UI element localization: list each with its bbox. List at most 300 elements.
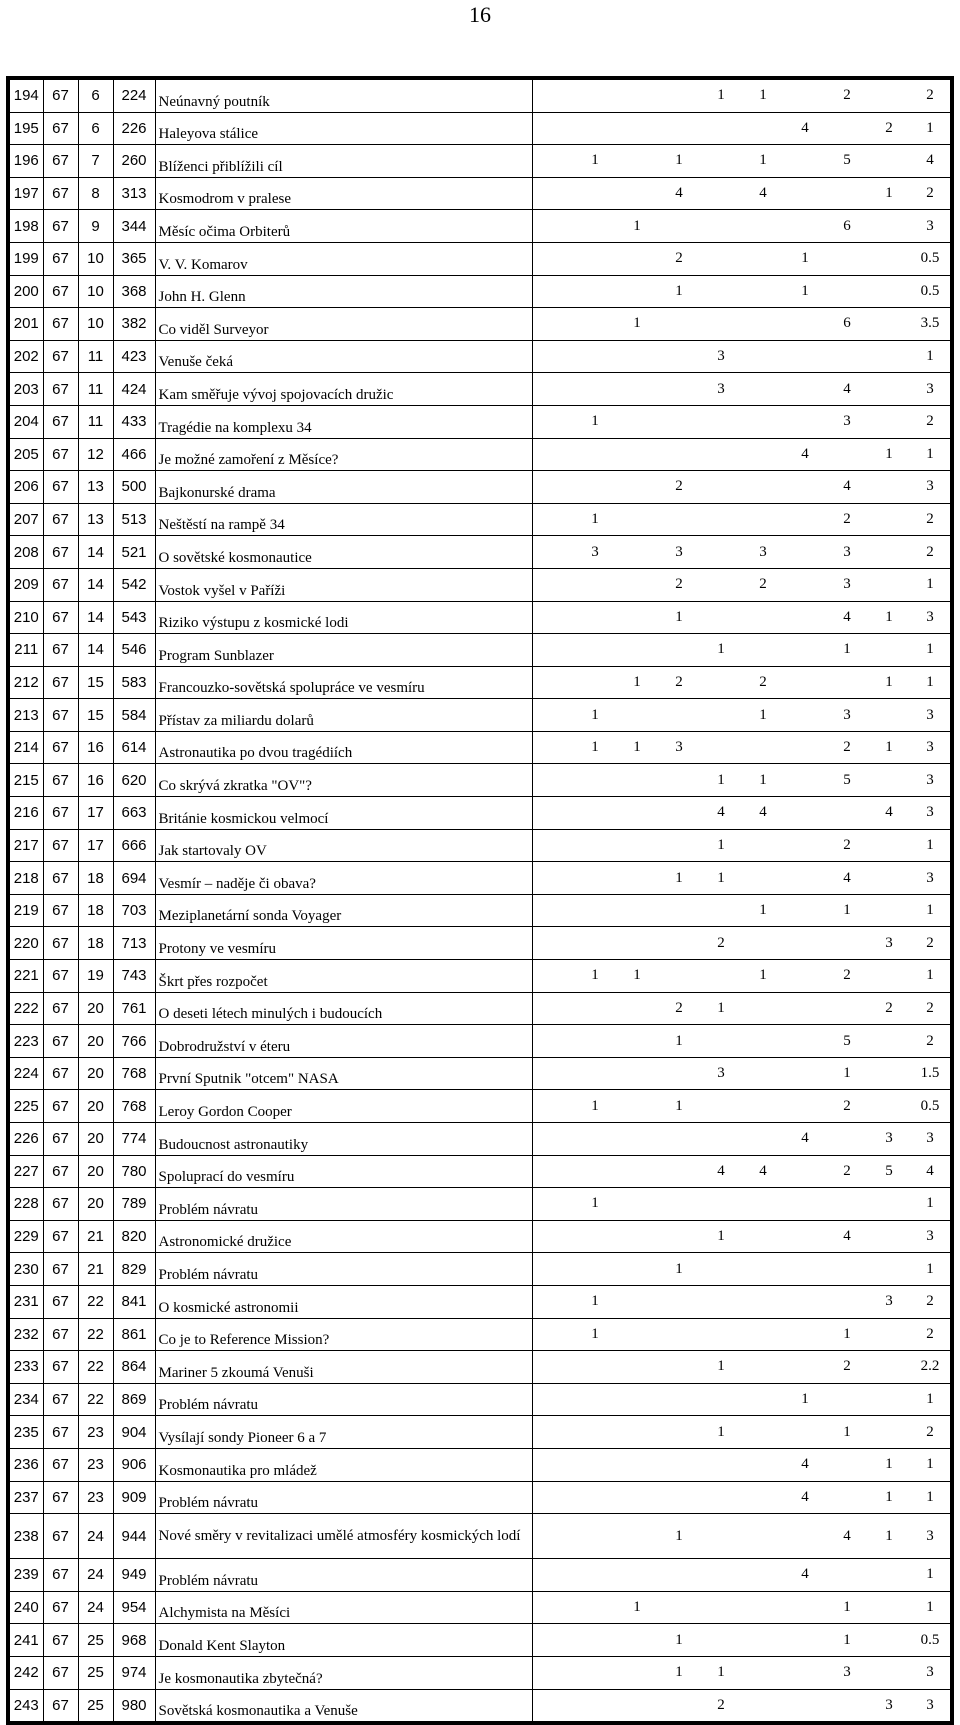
year-cell: 67: [43, 177, 78, 210]
year-cell: 67: [43, 894, 78, 927]
article-title-cell: Venuše čeká: [155, 340, 532, 373]
score-cell: 1: [826, 1591, 868, 1624]
table-row: [8, 405, 952, 438]
score-cell: [532, 1481, 574, 1514]
score-cell: [826, 275, 868, 308]
article-title-cell: Tragédie na komplexu 34: [155, 405, 532, 438]
article-title-cell: Vostok vyšel v Paříži: [155, 568, 532, 601]
score-cell: 4: [742, 177, 784, 210]
score-cell: 4: [700, 1155, 742, 1188]
page-cell: 768: [113, 1057, 155, 1090]
issue-cell: 21: [78, 1253, 113, 1286]
score-cell: [868, 536, 910, 569]
score-cell: [700, 1624, 742, 1657]
score-cell: [532, 1123, 574, 1156]
score-cell: [742, 112, 784, 145]
row-number-cell: 214: [8, 731, 43, 764]
table-row: [8, 1591, 952, 1624]
table-row: [8, 992, 952, 1025]
score-cell: [616, 1481, 658, 1514]
score-cell: [784, 373, 826, 406]
score-cell: [574, 373, 616, 406]
score-cell: [532, 1624, 574, 1657]
score-cell: [574, 340, 616, 373]
score-cell: 4: [742, 797, 784, 830]
issue-cell: 24: [78, 1559, 113, 1592]
score-cell: [868, 634, 910, 667]
table-row: [8, 242, 952, 275]
score-cell: [616, 340, 658, 373]
score-cell: 1: [700, 992, 742, 1025]
score-cell: 1: [742, 764, 784, 797]
score-cell: 1: [910, 1591, 952, 1624]
table-row: [8, 862, 952, 895]
year-cell: 67: [43, 1416, 78, 1449]
issue-cell: 14: [78, 536, 113, 569]
score-cell: [826, 438, 868, 471]
year-cell: 67: [43, 438, 78, 471]
score-cell: 1: [700, 78, 742, 112]
score-cell: 1: [784, 242, 826, 275]
score-cell: [658, 1383, 700, 1416]
score-cell: 3: [910, 601, 952, 634]
score-cell: [742, 1689, 784, 1723]
score-cell: [574, 1689, 616, 1723]
score-cell: 2: [910, 1318, 952, 1351]
score-cell: [658, 927, 700, 960]
article-title-cell: Donald Kent Slayton: [155, 1624, 532, 1657]
score-cell: [616, 373, 658, 406]
row-number-cell: 220: [8, 927, 43, 960]
score-cell: 0.5: [910, 1624, 952, 1657]
score-cell: [742, 340, 784, 373]
score-cell: [616, 927, 658, 960]
page-cell: 423: [113, 340, 155, 373]
score-cell: 2: [910, 78, 952, 112]
issue-cell: 15: [78, 666, 113, 699]
row-number-cell: 229: [8, 1220, 43, 1253]
row-number-cell: 235: [8, 1416, 43, 1449]
score-cell: [826, 177, 868, 210]
table-row: [8, 797, 952, 830]
article-title-cell: Meziplanetární sonda Voyager: [155, 894, 532, 927]
year-cell: 67: [43, 634, 78, 667]
row-number-cell: 227: [8, 1155, 43, 1188]
issue-cell: 22: [78, 1351, 113, 1384]
score-cell: [700, 112, 742, 145]
score-cell: [616, 405, 658, 438]
score-cell: [532, 1025, 574, 1058]
score-cell: [532, 992, 574, 1025]
row-number-cell: 234: [8, 1383, 43, 1416]
score-cell: [784, 1025, 826, 1058]
table-row: [8, 1090, 952, 1123]
score-cell: [532, 1220, 574, 1253]
row-number-cell: 216: [8, 797, 43, 830]
score-cell: [784, 78, 826, 112]
issue-cell: 24: [78, 1591, 113, 1624]
issue-cell: 10: [78, 275, 113, 308]
score-cell: 1: [574, 1188, 616, 1221]
table-row: [8, 1448, 952, 1481]
table-row: [8, 1481, 952, 1514]
score-cell: 3: [910, 1689, 952, 1723]
score-cell: [658, 1689, 700, 1723]
article-title-cell: Problém návratu: [155, 1188, 532, 1221]
score-cell: 1: [616, 731, 658, 764]
score-cell: [784, 1351, 826, 1384]
year-cell: 67: [43, 1155, 78, 1188]
issue-cell: 20: [78, 992, 113, 1025]
table-row: [8, 764, 952, 797]
score-cell: [742, 210, 784, 243]
score-cell: 3: [910, 1220, 952, 1253]
score-cell: 1: [742, 894, 784, 927]
year-cell: 67: [43, 1514, 78, 1559]
score-cell: [532, 1514, 574, 1559]
score-cell: [532, 960, 574, 993]
score-cell: 1: [574, 503, 616, 536]
article-title-cell: Vesmír – naděje či obava?: [155, 862, 532, 895]
article-title-cell: Co je to Reference Mission?: [155, 1318, 532, 1351]
score-cell: [784, 1155, 826, 1188]
score-cell: [826, 1383, 868, 1416]
score-cell: [826, 1188, 868, 1221]
score-cell: 1: [574, 405, 616, 438]
score-cell: 3: [910, 862, 952, 895]
score-cell: [532, 1448, 574, 1481]
score-cell: 1: [826, 1057, 868, 1090]
score-cell: 1: [574, 1318, 616, 1351]
row-number-cell: 195: [8, 112, 43, 145]
row-number-cell: 202: [8, 340, 43, 373]
issue-cell: 19: [78, 960, 113, 993]
score-cell: 1: [574, 145, 616, 178]
score-cell: [826, 340, 868, 373]
year-cell: 67: [43, 1656, 78, 1689]
score-cell: [532, 1559, 574, 1592]
score-cell: [574, 1253, 616, 1286]
score-cell: [574, 1448, 616, 1481]
score-cell: 1: [868, 666, 910, 699]
score-cell: [784, 764, 826, 797]
score-cell: [616, 1057, 658, 1090]
year-cell: 67: [43, 568, 78, 601]
page-cell: 713: [113, 927, 155, 960]
score-cell: 1: [658, 275, 700, 308]
score-cell: [658, 340, 700, 373]
score-cell: 4: [910, 1155, 952, 1188]
table-row: [8, 731, 952, 764]
score-cell: [658, 308, 700, 341]
score-cell: [574, 764, 616, 797]
page-number: 16: [469, 2, 491, 27]
score-cell: [742, 1123, 784, 1156]
score-cell: [868, 862, 910, 895]
score-cell: 2: [910, 503, 952, 536]
score-cell: [784, 1253, 826, 1286]
page-cell: 829: [113, 1253, 155, 1286]
score-cell: [742, 1591, 784, 1624]
issue-cell: 20: [78, 1188, 113, 1221]
table-row: [8, 145, 952, 178]
page-cell: 766: [113, 1025, 155, 1058]
score-cell: [658, 894, 700, 927]
score-cell: [616, 1656, 658, 1689]
table-row: [8, 1220, 952, 1253]
issue-cell: 15: [78, 699, 113, 732]
score-cell: [868, 340, 910, 373]
issue-cell: 16: [78, 764, 113, 797]
score-cell: [868, 1318, 910, 1351]
page-cell: 260: [113, 145, 155, 178]
score-cell: 3: [700, 373, 742, 406]
page-cell: 968: [113, 1624, 155, 1657]
year-cell: 67: [43, 405, 78, 438]
score-cell: [532, 699, 574, 732]
score-cell: 1: [784, 1383, 826, 1416]
score-cell: 1: [826, 634, 868, 667]
score-cell: [868, 145, 910, 178]
score-cell: 0.5: [910, 242, 952, 275]
score-cell: [616, 1025, 658, 1058]
table-row: [8, 1188, 952, 1221]
score-cell: 3: [910, 797, 952, 830]
score-cell: [784, 536, 826, 569]
issue-cell: 11: [78, 405, 113, 438]
score-cell: [532, 927, 574, 960]
score-cell: 4: [826, 373, 868, 406]
article-title-cell: Kam směřuje vývoj spojovacích družic: [155, 373, 532, 406]
page-cell: 761: [113, 992, 155, 1025]
score-cell: [658, 960, 700, 993]
score-cell: [826, 666, 868, 699]
score-cell: [532, 1416, 574, 1449]
year-cell: 67: [43, 242, 78, 275]
score-cell: 1: [742, 145, 784, 178]
page-cell: 382: [113, 308, 155, 341]
score-cell: 2: [868, 112, 910, 145]
article-title-cell: Škrt přes rozpočet: [155, 960, 532, 993]
score-cell: [658, 829, 700, 862]
year-cell: 67: [43, 960, 78, 993]
score-cell: 3: [868, 1689, 910, 1723]
score-cell: [616, 438, 658, 471]
table-row: [8, 438, 952, 471]
score-cell: [700, 471, 742, 504]
year-cell: 67: [43, 829, 78, 862]
score-cell: [658, 699, 700, 732]
score-cell: [742, 405, 784, 438]
row-number-cell: 212: [8, 666, 43, 699]
table-row: [8, 1253, 952, 1286]
issue-cell: 20: [78, 1025, 113, 1058]
score-cell: [532, 601, 574, 634]
row-number-cell: 223: [8, 1025, 43, 1058]
page-cell: 789: [113, 1188, 155, 1221]
article-title-cell: Problém návratu: [155, 1383, 532, 1416]
page-cell: 584: [113, 699, 155, 732]
score-cell: [574, 308, 616, 341]
issue-cell: 18: [78, 862, 113, 895]
table-row: [8, 1025, 952, 1058]
score-cell: 1: [700, 764, 742, 797]
score-cell: [658, 112, 700, 145]
page-cell: 542: [113, 568, 155, 601]
year-cell: 67: [43, 112, 78, 145]
table-row: [8, 308, 952, 341]
score-cell: [658, 764, 700, 797]
score-cell: [784, 992, 826, 1025]
score-cell: 2: [742, 568, 784, 601]
score-cell: 1: [868, 601, 910, 634]
score-cell: [868, 1416, 910, 1449]
score-cell: [616, 1090, 658, 1123]
score-cell: [616, 1351, 658, 1384]
score-cell: 3: [910, 764, 952, 797]
score-cell: 4: [910, 145, 952, 178]
table-body: [8, 78, 952, 1723]
score-cell: [784, 1656, 826, 1689]
score-cell: 1: [784, 275, 826, 308]
score-cell: [742, 1481, 784, 1514]
score-cell: [574, 1624, 616, 1657]
score-cell: [868, 1656, 910, 1689]
score-cell: [700, 438, 742, 471]
score-cell: 1: [742, 699, 784, 732]
article-title-cell: Kosmodrom v pralese: [155, 177, 532, 210]
article-title-cell: Problém návratu: [155, 1253, 532, 1286]
year-cell: 67: [43, 992, 78, 1025]
score-cell: [658, 1057, 700, 1090]
score-cell: 3: [826, 536, 868, 569]
table-row: [8, 1656, 952, 1689]
score-cell: [784, 1689, 826, 1723]
score-cell: [616, 862, 658, 895]
score-cell: 4: [784, 438, 826, 471]
row-number-cell: 225: [8, 1090, 43, 1123]
page-cell: 583: [113, 666, 155, 699]
issue-cell: 13: [78, 471, 113, 504]
score-cell: 1: [868, 177, 910, 210]
score-cell: 1: [658, 145, 700, 178]
score-cell: [658, 1416, 700, 1449]
year-cell: 67: [43, 1481, 78, 1514]
score-cell: [742, 1416, 784, 1449]
score-cell: [700, 1123, 742, 1156]
score-cell: [826, 992, 868, 1025]
issue-cell: 18: [78, 894, 113, 927]
score-cell: [616, 1559, 658, 1592]
score-cell: 3: [826, 699, 868, 732]
row-number-cell: 239: [8, 1559, 43, 1592]
score-cell: 1: [868, 1481, 910, 1514]
score-cell: 1: [658, 601, 700, 634]
score-cell: [742, 1188, 784, 1221]
score-cell: 3.5: [910, 308, 952, 341]
score-cell: [574, 601, 616, 634]
score-cell: [868, 1624, 910, 1657]
score-cell: [700, 960, 742, 993]
score-cell: [868, 275, 910, 308]
score-cell: [616, 1689, 658, 1723]
score-cell: 2: [658, 666, 700, 699]
score-cell: 3: [910, 373, 952, 406]
score-cell: [532, 275, 574, 308]
score-cell: [700, 145, 742, 178]
score-cell: 2: [910, 536, 952, 569]
issue-cell: 24: [78, 1514, 113, 1559]
article-title-cell: Neštěstí na rampě 34: [155, 503, 532, 536]
score-cell: [658, 1481, 700, 1514]
article-title-cell: První Sputnik "otcem" NASA: [155, 1057, 532, 1090]
score-cell: [700, 1481, 742, 1514]
article-title-cell: Je možné zamoření z Měsíce?: [155, 438, 532, 471]
page-cell: 954: [113, 1591, 155, 1624]
table-row: [8, 503, 952, 536]
row-number-cell: 242: [8, 1656, 43, 1689]
score-cell: 1: [574, 960, 616, 993]
score-cell: [868, 699, 910, 732]
score-cell: [868, 503, 910, 536]
score-cell: [700, 568, 742, 601]
score-cell: 2: [658, 568, 700, 601]
score-cell: [784, 1416, 826, 1449]
score-cell: [616, 568, 658, 601]
score-cell: [826, 242, 868, 275]
score-cell: [532, 634, 574, 667]
issue-cell: 10: [78, 242, 113, 275]
score-cell: 6: [826, 210, 868, 243]
page-cell: 543: [113, 601, 155, 634]
score-cell: [868, 960, 910, 993]
score-cell: [784, 471, 826, 504]
table-row: [8, 1624, 952, 1657]
score-cell: 2.2: [910, 1351, 952, 1384]
issue-cell: 14: [78, 634, 113, 667]
score-cell: 3: [910, 210, 952, 243]
score-cell: [784, 797, 826, 830]
table-row: [8, 1383, 952, 1416]
score-cell: 4: [826, 1220, 868, 1253]
score-cell: [616, 1624, 658, 1657]
issue-cell: 25: [78, 1624, 113, 1657]
page-cell: 666: [113, 829, 155, 862]
score-cell: 5: [868, 1155, 910, 1188]
score-cell: [868, 1253, 910, 1286]
article-title-cell: Neúnavný poutník: [155, 78, 532, 112]
table-row: [8, 666, 952, 699]
score-cell: [742, 731, 784, 764]
score-cell: [700, 275, 742, 308]
score-cell: 2: [826, 829, 868, 862]
score-cell: [826, 1285, 868, 1318]
score-cell: 2: [868, 992, 910, 1025]
article-title-cell: Budoucnost astronautiky: [155, 1123, 532, 1156]
score-cell: 1: [910, 1559, 952, 1592]
score-cell: [742, 1057, 784, 1090]
score-cell: 2: [910, 1416, 952, 1449]
score-cell: 1: [742, 960, 784, 993]
score-cell: 1: [868, 1448, 910, 1481]
page-cell: 513: [113, 503, 155, 536]
year-cell: 67: [43, 1188, 78, 1221]
score-cell: 3: [868, 927, 910, 960]
page-cell: 768: [113, 1090, 155, 1123]
score-cell: [532, 568, 574, 601]
table-row: [8, 373, 952, 406]
score-cell: 1: [910, 894, 952, 927]
